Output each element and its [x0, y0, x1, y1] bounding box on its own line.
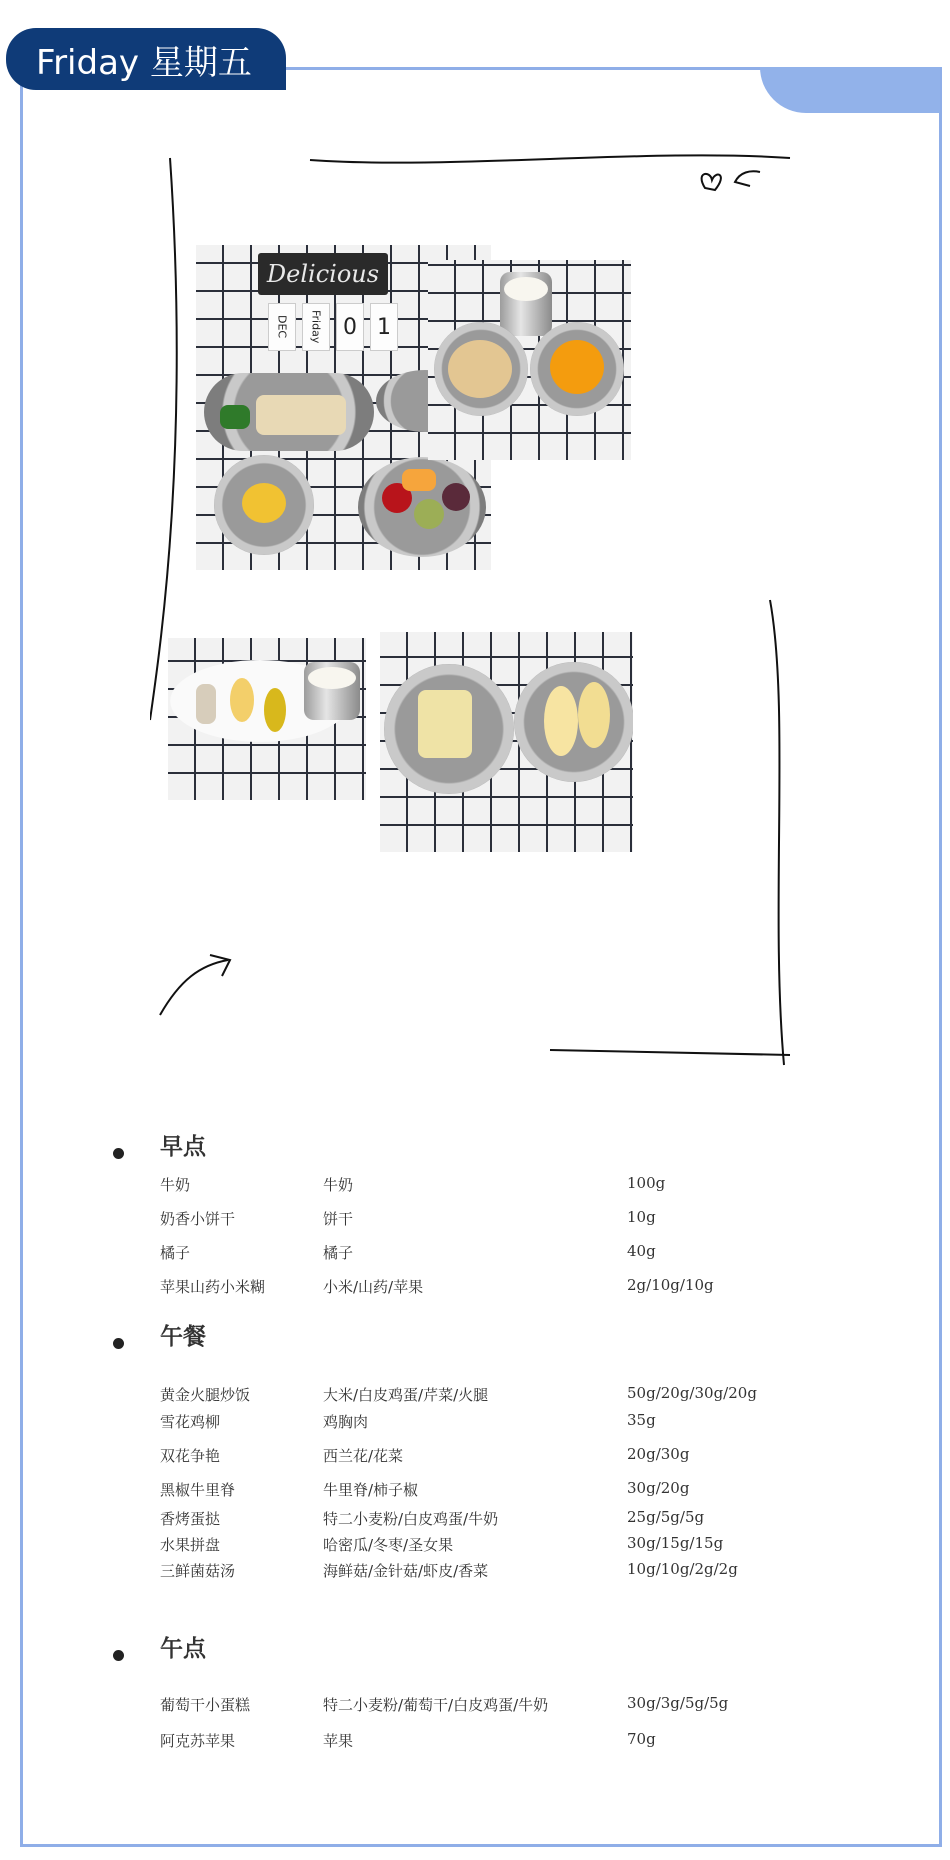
calendar-card: 1	[370, 303, 398, 351]
ingredients: 饼干	[323, 1210, 354, 1228]
amount: 35g	[627, 1411, 656, 1429]
egg-tart	[242, 483, 286, 523]
dish-name: 橘子	[160, 1244, 191, 1262]
day-tab	[6, 28, 286, 90]
amount: 25g/5g/5g	[627, 1508, 705, 1526]
dish-name: 雪花鸡柳	[160, 1413, 221, 1431]
menu-row	[0, 1208, 950, 1228]
menu-row	[0, 1694, 950, 1714]
dish-name: 葡萄干小蛋糕	[160, 1696, 251, 1714]
corner-decoration	[760, 67, 940, 113]
milk-cup	[500, 272, 552, 336]
cake-apple-photo	[380, 632, 633, 852]
dish-name: 奶香小饼干	[160, 1210, 236, 1228]
ingredients: 鸡胸肉	[323, 1413, 369, 1431]
dish-name: 黑椒牛里脊	[160, 1481, 236, 1499]
dish-name: 三鲜菌菇汤	[160, 1562, 236, 1580]
apple-slice	[230, 678, 254, 722]
amount: 10g	[627, 1208, 656, 1226]
fruit	[414, 499, 444, 529]
amount: 20g/30g	[627, 1445, 690, 1463]
ingredients: 小米/山药/苹果	[323, 1278, 424, 1296]
amount: 10g/10g/2g/2g	[627, 1560, 738, 1578]
menu-row	[0, 1384, 950, 1404]
fried-rice	[256, 395, 346, 435]
calendar-card: Friday	[302, 303, 330, 351]
amount: 70g	[627, 1730, 656, 1748]
millet	[264, 688, 286, 732]
calendar-card: DEC	[268, 303, 296, 351]
menu-row	[0, 1479, 950, 1499]
afternoon-snack-photo	[168, 638, 366, 800]
raisin-cake	[418, 690, 472, 758]
amount: 2g/10g/10g	[627, 1276, 714, 1294]
ingredients: 牛奶	[323, 1176, 354, 1194]
menu-row	[0, 1276, 950, 1296]
section-bullet	[113, 1148, 124, 1159]
apple-wedge	[544, 686, 578, 756]
section-title-afternoon-snack: 午点	[160, 1630, 206, 1663]
menu-row	[0, 1560, 950, 1580]
amount: 30g/15g/15g	[627, 1534, 724, 1552]
photo-collage	[150, 150, 800, 1080]
yam	[196, 684, 216, 724]
menu-row	[0, 1730, 950, 1750]
ingredients: 苹果	[323, 1732, 354, 1750]
calendar-card: 0	[336, 303, 364, 351]
orange	[550, 340, 604, 394]
ingredients: 特二小麦粉/葡萄干/白皮鸡蛋/牛奶	[323, 1696, 549, 1714]
broccoli	[220, 405, 250, 429]
section-title-lunch: 午餐	[160, 1318, 206, 1351]
amount: 100g	[627, 1174, 666, 1192]
biscuit	[448, 340, 512, 398]
ingredients: 牛里脊/柿子椒	[323, 1481, 419, 1499]
ingredients: 哈密瓜/冬枣/圣女果	[323, 1536, 454, 1554]
apple-wedge	[578, 682, 610, 748]
section-bullet	[113, 1650, 124, 1661]
dish-name: 水果拼盘	[160, 1536, 221, 1554]
ingredients: 橘子	[323, 1244, 354, 1262]
section-bullet	[113, 1338, 124, 1349]
chalk-sign: Delicious	[258, 253, 388, 295]
dish-name: 黄金火腿炒饭	[160, 1386, 251, 1404]
menu-row	[0, 1445, 950, 1465]
dish-name: 苹果山药小米糊	[160, 1278, 266, 1296]
amount: 50g/20g/30g/20g	[627, 1384, 757, 1402]
menu-row	[0, 1508, 950, 1528]
ingredients: 西兰花/花菜	[323, 1447, 404, 1465]
menu-row	[0, 1242, 950, 1262]
dish-name: 阿克苏苹果	[160, 1732, 236, 1750]
melon	[402, 469, 436, 491]
amount: 30g/3g/5g/5g	[627, 1694, 729, 1712]
menu-row	[0, 1411, 950, 1431]
dish-name: 牛奶	[160, 1176, 191, 1194]
amount: 40g	[627, 1242, 656, 1260]
amount: 30g/20g	[627, 1479, 690, 1497]
menu-row	[0, 1534, 950, 1554]
menu-row	[0, 1174, 950, 1194]
drink-cup	[304, 662, 360, 720]
fruit	[442, 483, 470, 511]
dish-name: 香烤蛋挞	[160, 1510, 221, 1528]
dish-name: 双花争艳	[160, 1447, 221, 1465]
ingredients: 大米/白皮鸡蛋/芹菜/火腿	[323, 1386, 489, 1404]
ingredients: 海鲜菇/金针菇/虾皮/香菜	[323, 1562, 489, 1580]
day-label: Friday 星期五	[36, 42, 252, 83]
breakfast-photo	[428, 260, 631, 460]
ingredients: 特二小麦粉/白皮鸡蛋/牛奶	[323, 1510, 499, 1528]
section-title-breakfast: 早点	[160, 1128, 206, 1161]
